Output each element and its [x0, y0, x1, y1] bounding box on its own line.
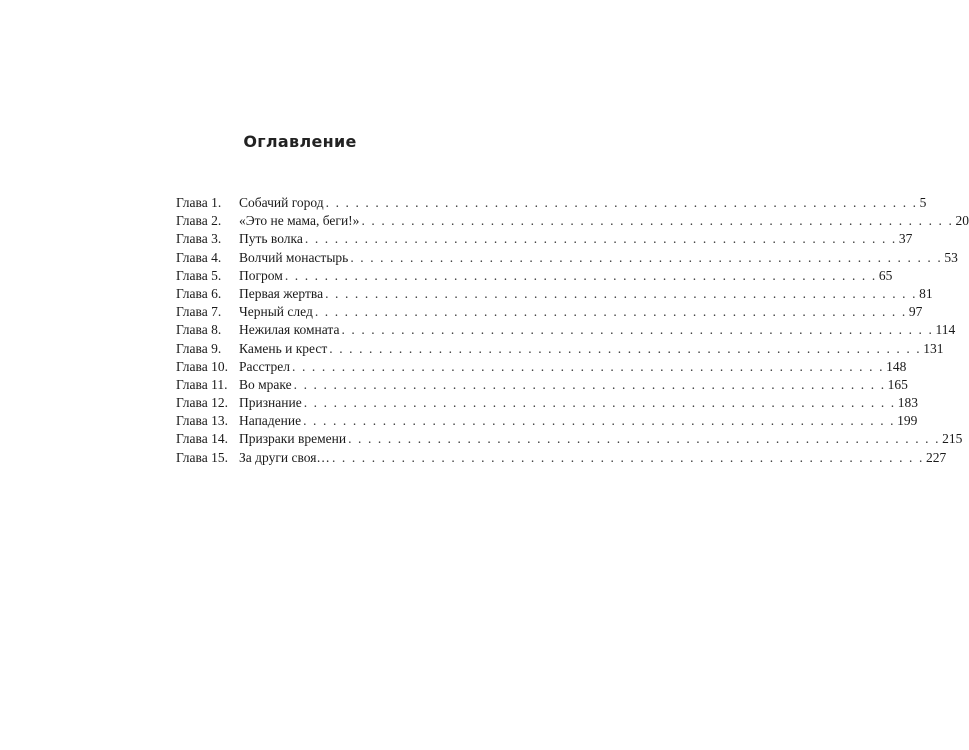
toc-entry: [176, 358, 907, 376]
dot-leader: . . . . . . . . . . . . . . . . . . . . . . . . . . . . . . . . . . . . . . . . . . . . . . . . . . . . . . . . . . . .: [284, 267, 877, 283]
toc-entry: [176, 449, 947, 467]
chapter-number: Глава 2.: [176, 213, 222, 229]
chapter-title: Путь волка: [239, 231, 303, 247]
dot-leader: . . . . . . . . . . . . . . . . . . . . . . . . . . . . . . . . . . . . . . . . . . . . . . . . . . . . . . . . . . . .: [314, 304, 907, 320]
page-number: 20: [955, 213, 969, 229]
dot-leader: . . . . . . . . . . . . . . . . . . . . . . . . . . . . . . . . . . . . . . . . . . . . . . . . . . . . . . . . . . . .: [293, 376, 886, 392]
chapter-title: Первая жертва: [239, 285, 324, 301]
dot-leader: . . . . . . . . . . . . . . . . . . . . . . . . . . . . . . . . . . . . . . . . . . . . . . . . . . . . . . . . . . . .: [341, 322, 934, 338]
chapter-title: Во мраке: [239, 376, 292, 392]
chapter-number: Глава 8.: [176, 322, 222, 338]
page-number: 97: [908, 304, 923, 320]
page-number: 165: [887, 376, 908, 392]
chapter-number: Глава 12.: [176, 395, 228, 411]
chapter-number: Глава 9.: [176, 340, 222, 356]
dot-leader: . . . . . . . . . . . . . . . . . . . . . . . . . . . . . . . . . . . . . . . . . . . . . . . . . . . . . . . . . . . .: [325, 285, 918, 301]
chapter-title: Волчий монастырь: [239, 249, 349, 265]
dot-leader: . . . . . . . . . . . . . . . . . . . . . . . . . . . . . . . . . . . . . . . . . . . . . . . . . . . . . . . . . . . .: [292, 358, 885, 374]
toc-entry: [176, 267, 893, 285]
chapter-number: Глава 7.: [176, 304, 222, 320]
page-number: 131: [923, 340, 944, 356]
dot-leader: . . . . . . . . . . . . . . . . . . . . . . . . . . . . . . . . . . . . . . . . . . . . . . . . . . . . . . . . . . . .: [325, 195, 918, 210]
toc-entry: [176, 194, 927, 212]
chapter-title: Нежилая комната: [239, 322, 340, 338]
page-number: 199: [897, 413, 918, 429]
dot-leader: . . . . . . . . . . . . . . . . . . . . . . . . . . . . . . . . . . . . . . . . . . . . . . . . . . . . . . . . . . . .: [348, 431, 941, 447]
toc-entry: [176, 303, 923, 321]
dot-leader: . . . . . . . . . . . . . . . . . . . . . . . . . . . . . . . . . . . . . . . . . . . . . . . . . . . . . . . . . . . .: [304, 231, 897, 247]
page-number: 114: [935, 322, 956, 338]
dot-leader: . . . . . . . . . . . . . . . . . . . . . . . . . . . . . . . . . . . . . . . . . . . . . . . . . . . . . . . . . . . .: [331, 449, 924, 465]
chapter-number: Глава 10.: [176, 358, 228, 374]
toc-entry: [176, 412, 918, 430]
page-number: 227: [925, 449, 947, 465]
page-number: 148: [886, 358, 907, 374]
dot-leader: . . . . . . . . . . . . . . . . . . . . . . . . . . . . . . . . . . . . . . . . . . . . . . . . . . . . . . . . . . . .: [350, 249, 943, 265]
chapter-number: Глава 1.: [176, 195, 222, 210]
chapter-number: Глава 14.: [176, 431, 228, 447]
chapter-number: Глава 13.: [176, 413, 228, 429]
chapter-number: Глава 15.: [176, 449, 228, 465]
chapter-title: Нападение: [239, 413, 302, 429]
toc-entry: [176, 340, 944, 358]
dot-leader: . . . . . . . . . . . . . . . . . . . . . . . . . . . . . . . . . . . . . . . . . . . . . . . . . . . . . . . . . . . .: [303, 413, 896, 429]
toc-entry: [176, 249, 958, 267]
page-number: 215: [942, 431, 963, 447]
dot-leader: . . . . . . . . . . . . . . . . . . . . . . . . . . . . . . . . . . . . . . . . . . . . . . . . . . . . . . . . . . . .: [361, 213, 954, 229]
toc-entry: [176, 430, 963, 448]
chapter-number: Глава 5.: [176, 267, 222, 283]
page-number: 81: [919, 285, 933, 301]
toc-entry: [176, 321, 956, 339]
page-number: 37: [898, 231, 913, 247]
chapter-title: Расстрел: [239, 358, 291, 374]
chapter-title: Призраки времени: [239, 431, 347, 447]
chapter-number: Глава 6.: [176, 285, 222, 301]
toc-entry: [176, 394, 918, 412]
page-number: 53: [944, 249, 958, 265]
chapter-number: Глава 4.: [176, 249, 222, 265]
toc-entry: [176, 230, 913, 248]
table-of-contents: [176, 194, 969, 467]
page-title: Оглавление: [243, 132, 357, 151]
page-number: 183: [897, 395, 918, 411]
page-number: 65: [878, 267, 893, 283]
dot-leader: . . . . . . . . . . . . . . . . . . . . . . . . . . . . . . . . . . . . . . . . . . . . . . . . . . . . . . . . . . . .: [329, 340, 922, 356]
chapter-title: Признание: [239, 395, 302, 411]
chapter-number: Глава 11.: [176, 376, 228, 392]
chapter-title: Камень и крест: [239, 340, 328, 356]
dot-leader: . . . . . . . . . . . . . . . . . . . . . . . . . . . . . . . . . . . . . . . . . . . . . . . . . . . . . . . . . . . .: [303, 395, 896, 411]
page-number: 5: [919, 195, 927, 210]
chapter-title: За други своя…: [239, 449, 330, 465]
chapter-title: Черный след: [239, 304, 313, 320]
chapter-title: «Это не мама, беги!»: [239, 213, 360, 229]
toc-entry: [176, 285, 933, 303]
chapter-title: Погром: [239, 267, 283, 283]
toc-entry: [176, 376, 908, 394]
chapter-number: Глава 3.: [176, 231, 222, 247]
chapter-title: Собачий город: [239, 195, 324, 210]
toc-entry: [176, 212, 969, 230]
